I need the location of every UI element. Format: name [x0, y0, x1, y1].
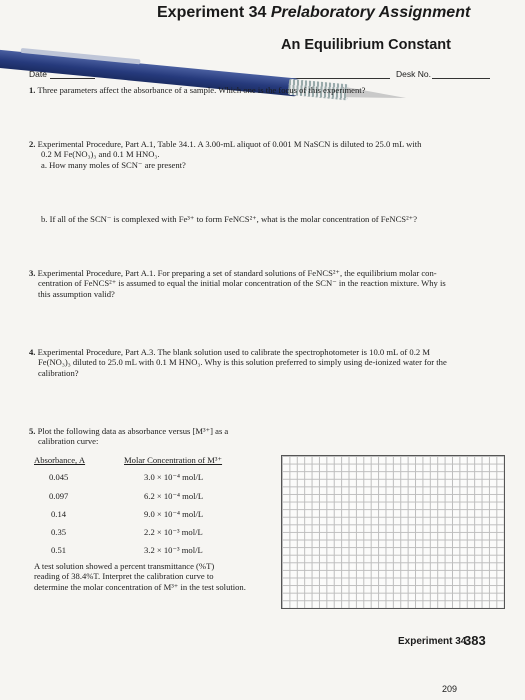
question-1 [29, 85, 365, 96]
table-cell-absorbance: 0.045 [49, 472, 69, 482]
table-header-concentration: Molar Concentration of M³⁺ [124, 455, 223, 465]
question-2 [29, 139, 421, 150]
q3-text-line3: this assumption valid? [38, 289, 115, 299]
table-cell-concentration: 3.0 × 10⁻⁴ mol/L [144, 472, 204, 482]
q4-text-line3: calibration? [38, 368, 79, 378]
q2b-text: b. If all of the SCN⁻ is complexed with Fe³⁺ to form FeNCS²⁺, what is the molar concentration of FeNCS²⁺? [41, 214, 418, 224]
q5-followup-line1: A test solution showed a percent transmittance (%T) [34, 561, 215, 571]
q2-number: 2. [29, 139, 36, 149]
date-label: Date [29, 69, 47, 79]
q2-text-line2: 0.2 M Fe(NO₃)₃ and 0.1 M HNO₃. [41, 149, 160, 159]
table-cell-concentration: 9.0 × 10⁻⁴ mol/L [144, 509, 204, 519]
title-experiment: Experiment 34 [157, 4, 267, 21]
q3-text-line1: Experimental Procedure, Part A.1. For preparing a set of standard solutions of FeNCS²⁺, the equilibrium molar con- [37, 268, 437, 278]
q3-text-line2: centration of FeNCS²⁺ is assumed to equal the initial molar concentration of the SCN⁻ in the reaction mixture. Why is [38, 278, 446, 288]
table-cell-concentration: 3.2 × 10⁻³ mol/L [144, 545, 203, 555]
table-cell-absorbance: 0.51 [51, 545, 67, 555]
title-prelab: Prelaboratory Assignment [270, 4, 471, 21]
q2-text-line1: Experimental Procedure, Part A.1, Table 34.1. A 3.00-mL aliquot of 0.001 M NaSCN is diluted to 25.0 mL with [37, 139, 422, 149]
question-3 [29, 268, 437, 279]
footer-page-number: 383 [464, 633, 486, 648]
q1-number: 1. [29, 85, 36, 95]
page-subtitle: An Equilibrium Constant [281, 37, 451, 53]
q4-text-line2: Fe(NO₃)₃ diluted to 25.0 mL with 0.1 M HNO₃. Why is this solution preferred to simply using de-ionized water for the [38, 357, 447, 367]
table-cell-concentration: 6.2 × 10⁻⁴ mol/L [144, 491, 204, 501]
footer-experiment: Experiment 34 [398, 636, 467, 647]
q5-text-line1: Plot the following data as absorbance versus [M³⁺] as a [37, 426, 229, 436]
table-cell-absorbance: 0.35 [51, 527, 67, 537]
table-header-absorbance: Absorbance, A [34, 455, 86, 465]
desk-no-blank[interactable] [432, 78, 490, 79]
table-cell-absorbance: 0.14 [51, 509, 67, 519]
q4-text-line1: Experimental Procedure, Part A.3. The blank solution used to calibrate the spectrophotometer is 10.0 mL of 0.2 M [37, 347, 430, 357]
table-cell-absorbance: 0.097 [49, 491, 69, 501]
q5-number: 5. [29, 426, 36, 436]
q5-text-line2: calibration curve: [38, 436, 99, 446]
page-title [157, 4, 470, 22]
question-4 [29, 347, 430, 358]
q5-followup-line2: reading of 38.4%T. Interpret the calibration curve to [34, 571, 214, 581]
graph-paper-grid[interactable] [281, 455, 505, 609]
question-5 [29, 426, 228, 437]
q3-number: 3. [29, 268, 36, 278]
q4-number: 4. [29, 347, 36, 357]
table-cell-concentration: 2.2 × 10⁻³ mol/L [144, 527, 203, 537]
bottom-page-number: 209 [442, 684, 458, 694]
q5-followup-line3: determine the molar concentration of M³⁺ in the test solution. [34, 582, 246, 592]
desk-no-label: Desk No. [396, 69, 431, 79]
q2a-text: a. How many moles of SCN⁻ are present? [41, 160, 186, 170]
q1-text: Three parameters affect the absorbance of a sample. Which one is the focus of this experiment? [37, 85, 366, 95]
